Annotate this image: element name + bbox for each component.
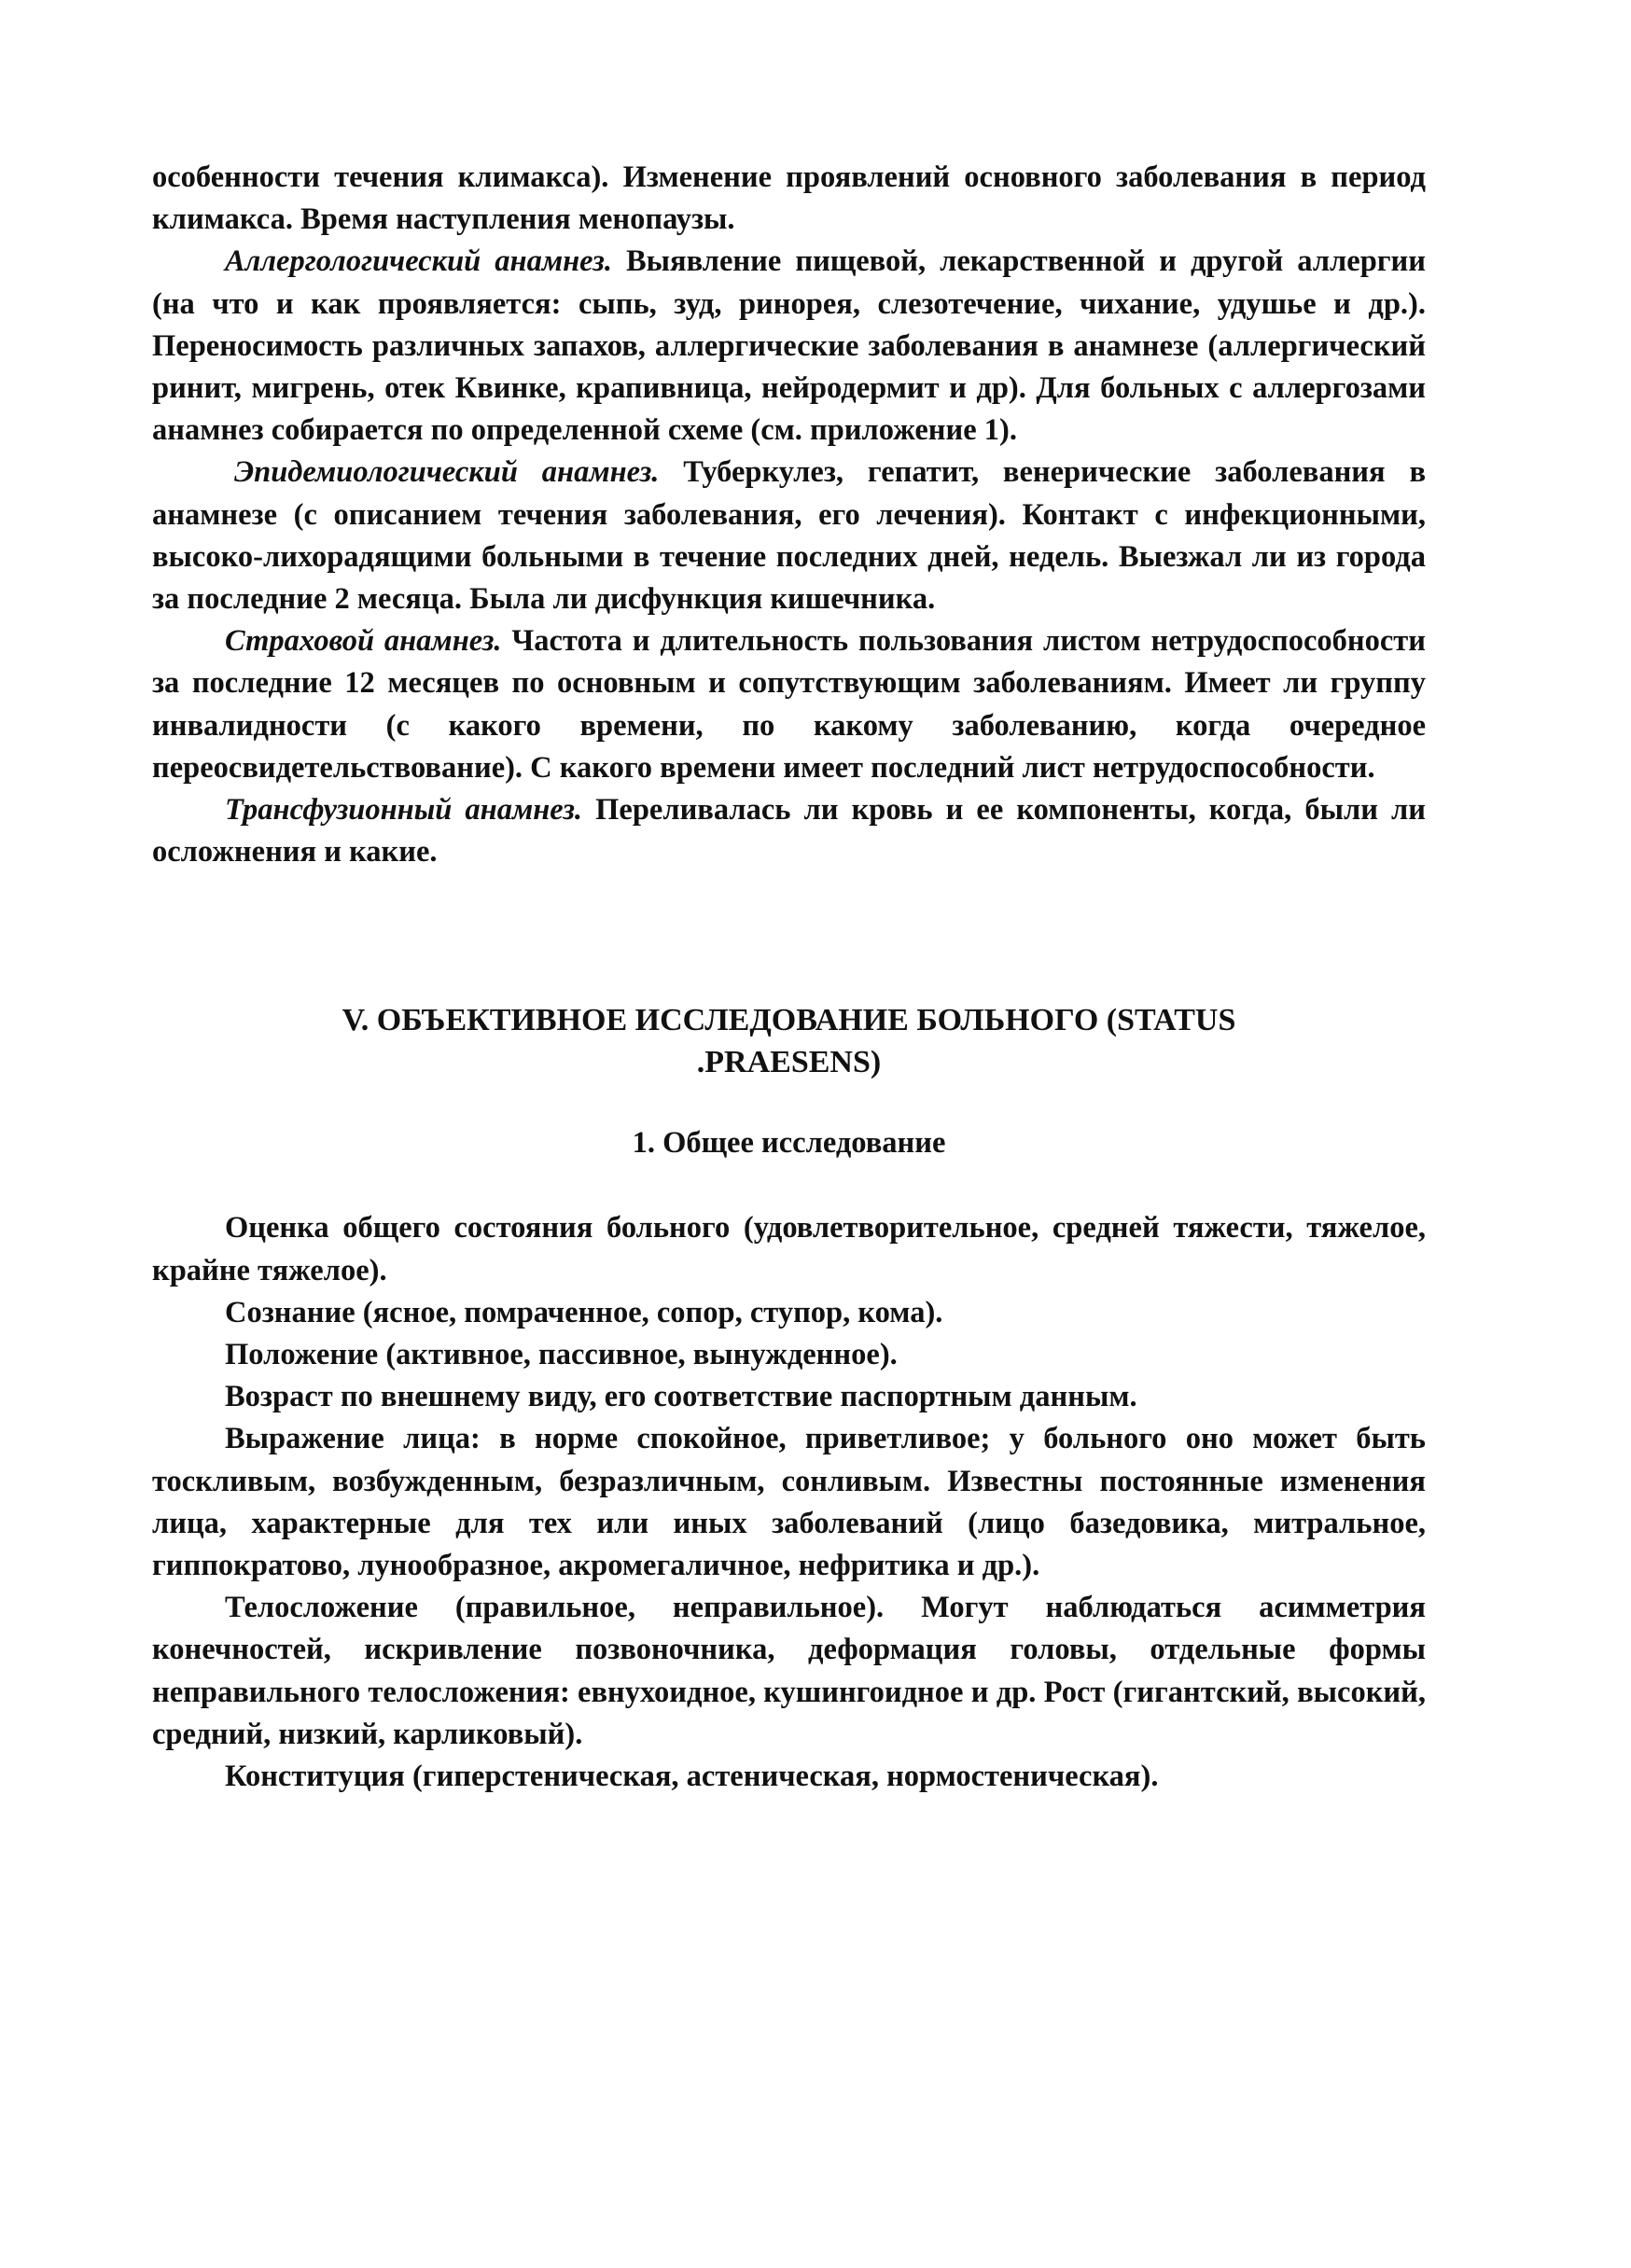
intro-paragraph: особенности течения климакса). Изменение проявлений основного заболевания в период климакса. Время наступления менопаузы. (152, 160, 1426, 237)
allergy-anamnesis-heading: Аллергологический анамнез. (225, 244, 612, 279)
transfusion-anamnesis-heading: Трансфузионный анамнез. (225, 793, 583, 828)
general-exam-paragraph-7: Конституция (гиперстеническая, астеническая, нормостеническая). (225, 1760, 1159, 1794)
section-title (152, 999, 1426, 1083)
general-exam-paragraph-2: Сознание (ясное, помраченное, сопор, ступор, кома). (225, 1295, 943, 1329)
epidemiology-anamnesis-heading: Эпидемиологический анамнез. (234, 455, 660, 490)
subsection-gap (152, 1164, 1426, 1207)
insurance-anamnesis-text: Частота и длительность пользования листом нетрудоспособности за последние 12 месяцев по основным и сопутствующим заболеваниям. Имеет ли группу инвалидности (с какого времени, по какому заболеванию, когда очередное переосвидетельствование). С какого времени имеет последний лист нетрудоспособности. (152, 624, 1426, 785)
general-exam-paragraph-4: Возраст по внешнему виду, его соответствие паспортным данным. (225, 1380, 1137, 1414)
general-exam-paragraph-3: Положение (активное, пассивное, вынужденное). (225, 1338, 898, 1372)
epidemiology-anamnesis-text: Туберкулез, гепатит, венерические заболевания в анамнезе (с описанием течения заболевания, его лечения). Контакт с инфекционными, высоко-лихорадящими больными в течение последних дней, недель. Выезжал ли из города за последние 2 месяца. Была ли дисфункция кишечника. (152, 455, 1426, 617)
general-exam-paragraph-5: Выражение лица: в норме спокойное, приветливое; у больного оно может быть тоскливым, возбужденным, безразличным, сонливым. Известны постоянные изменения лица, характерные для тех или иных заболеваний (лицо базедовика, митральное, гиппократово, лунообразное, акромегаличное, нефритика и др.). (152, 1422, 1426, 1583)
general-exam-paragraph-1: Оценка общего состояния больного (удовлетворительное, средней тяжести, тяжелое, крайне тяжелое). (152, 1211, 1426, 1287)
section-title-line-2: .PRAESENS) (696, 1045, 882, 1080)
general-exam-paragraph-6: Телосложение (правильное, неправильное). Могут наблюдаться асимметрия конечностей, искривление позвоночника, деформация головы, отдельные формы неправильного телосложения: евнухоидное, кушингоидное и др. Рост (гигантский, высокий, средний, низкий, карликовый). (152, 1591, 1426, 1751)
transfusion-anamnesis-text: Переливалась ли кровь и ее компоненты, когда, были ли осложнения и какие. (152, 793, 1426, 870)
document-page (152, 157, 1426, 1798)
section-gap (152, 873, 1426, 999)
epidemiology-anamnesis-paragraph (152, 452, 1426, 620)
insurance-anamnesis-paragraph (152, 620, 1426, 789)
allergy-anamnesis-paragraph (152, 241, 1426, 452)
transfusion-anamnesis-paragraph (152, 789, 1426, 873)
insurance-anamnesis-heading: Страховой анамнез. (225, 624, 502, 659)
subsection-title: 1. Общее исследование (632, 1126, 946, 1161)
allergy-anamnesis-text: Выявление пищевой, лекарственной и другой аллергии (на что и как проявляется: сыпь, зуд, ринорея, слезотечение, чихание, удушье и др.). Переносимость различных запахов, аллергические заболевания в анамнезе (аллергический ринит, мигрень, отек Квинке, крапивница, нейродермит и др). Для больных с аллергозами анамнез собирается по определенной схеме (см. приложение 1). (152, 244, 1426, 448)
section-title-line-1: V. ОБЪЕКТИВНОЕ ИССЛЕДОВАНИЕ БОЛЬНОГО (STATUS (342, 1003, 1236, 1038)
